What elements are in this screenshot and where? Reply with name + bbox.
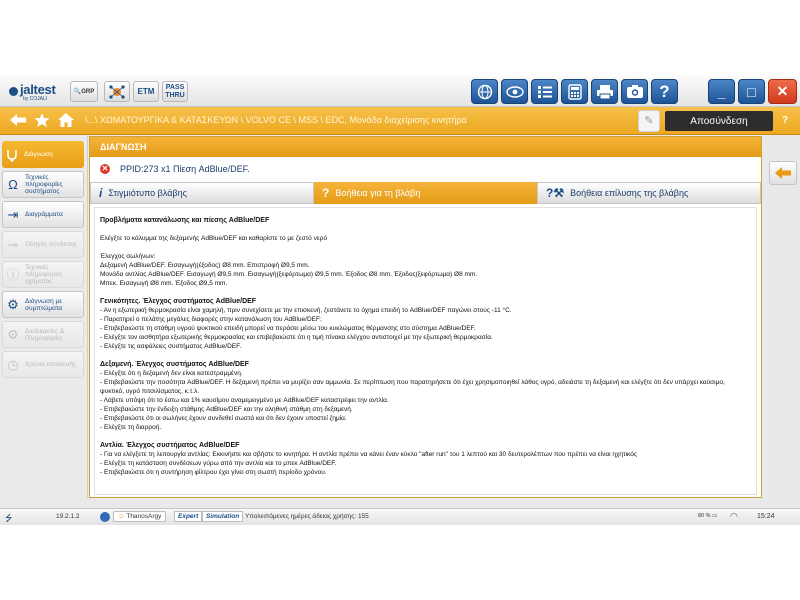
- sidebar-item-procedures: [2, 321, 84, 348]
- list-icon[interactable]: [531, 79, 558, 104]
- logo-mark-icon: [9, 87, 18, 96]
- tank-item: - Επιβεβαιώστε ότι οι σωλήνες έχουν συνδεθεί σωστά και ότι δεν έχουν υποστεί ζημία.: [100, 415, 347, 422]
- pump-item: - Ελέγξτε τη κατάσταση συνδέσεων γύρω από την αντλία και το μπεκ AdBlue/DEF.: [100, 460, 337, 467]
- pen-icon[interactable]: ✎: [638, 110, 660, 132]
- sidebar: [0, 136, 88, 498]
- battery-indicator: [698, 513, 717, 519]
- tank-item: - Επιβεβαιώστε την ποσότητα AdBlue/DEF. Η δεξαμενή πρέπει να μυρίζει σαν αμμωνία. Σε περίπτωση που παρατηρήσετε ότι έχει χρησιμοποιηθεί λάθος υγρό, αδειάστε τη δεξαμενή και ελέγξτε ότι δεν υπάρχει καύσιμο, ψυκτικό, υγρό πιτσιλίσματος, κ.τ.λ.: [100, 379, 725, 395]
- sidebar-item-diagrams[interactable]: [2, 201, 84, 228]
- battery-percent: 80 %: [698, 513, 711, 519]
- help-icon[interactable]: ?: [651, 79, 678, 104]
- question-icon: ?: [322, 186, 330, 200]
- sidebar-item-label: Τεχνικές πληροφορίες οχήματος: [25, 264, 63, 285]
- license-days-left: Υπολειπόμενες ημέρες άδειας χρήσης: 155: [245, 513, 369, 520]
- sidebar-item-label: Οδηγός σύνδεσης: [25, 241, 78, 248]
- minimize-button[interactable]: _: [708, 79, 735, 104]
- search-icon: 🔍: [73, 88, 82, 95]
- version-label: 19.2.1.2: [56, 513, 80, 520]
- fault-error-icon: ✕: [101, 164, 109, 173]
- back-arrow-icon: [774, 166, 792, 180]
- sidebar-item-label: Χρόνοι επισκευής: [25, 361, 77, 368]
- tank-title: Δεξαμενή. Έλεγχος συστήματος AdBlue/DEF: [100, 361, 249, 368]
- tab-resolve[interactable]: [537, 182, 761, 204]
- jaltest-logo: [9, 82, 65, 102]
- diagnosis-icon: [2, 148, 22, 162]
- general-item: - Επιβεβαιώστε τη στάθμη υγρού ψυκτικού επειδή μπορεί να περάσει μέσω του κυκλώματος θέρμανσης στο σύστημα AdBlue/DEF.: [100, 325, 476, 332]
- close-button[interactable]: ✕: [768, 79, 797, 104]
- calculator-icon[interactable]: [561, 79, 588, 104]
- tab-label: Βοήθεια επίλυσης της βλάβης: [570, 188, 689, 198]
- tank-item: - Ελέγξτε ότι η δεξαμενή δεν είναι κατεστραμμένη.: [100, 370, 243, 377]
- eye-icon[interactable]: [501, 79, 528, 104]
- sidebar-item-label: Διάγνωση: [24, 151, 53, 158]
- usb-icon: ⭍: [5, 513, 13, 523]
- content-title: Προβλήματα κατανάλωσης και πίεσης AdBlue/DEF: [100, 217, 270, 224]
- pipe-line: Μονάδα αντλίας AdBlue/DEF. Εισαγωγή Ø9,5 mm. Εισαγωγή(ξεφόρτωμα) Ø9,5 mm. Έξοδος Ø8 mm. Έξοδος(ξεφόρτωμα) Ø8 mm.: [100, 271, 478, 278]
- wrench-help-icon: ?⚒: [546, 186, 565, 200]
- favorites-star-icon[interactable]: [32, 112, 52, 130]
- tab-snapshot[interactable]: [90, 182, 314, 204]
- maximize-button[interactable]: □: [738, 79, 765, 104]
- expert-mode-badge[interactable]: Expert: [174, 511, 202, 522]
- general-item: - Αν η εξωτερική θερμοκρασία είναι χαμηλή, πριν συνεχίσετε με την επισκευή, ζεστάνετε το όχημα επειδή το AdBlue/DEF παγώνει στους -11 °C.: [100, 307, 512, 314]
- fault-code: PPID:273 x1 Πίεση AdBlue/DEF.: [120, 164, 250, 174]
- cable-icon: ⊸: [7, 237, 19, 252]
- username: ThanosArgy: [126, 513, 162, 520]
- pump-item: - Επιβεβαιώστε ότι η συντήρηση φίλτρου έχει γίνει στη σωστή περίοδο χρόνου.: [100, 469, 327, 476]
- etm-button[interactable]: ETM: [133, 81, 159, 102]
- logo-sub: by COJALI: [23, 96, 48, 102]
- clock-icon: ◷: [7, 357, 19, 372]
- globe-icon[interactable]: [471, 79, 498, 104]
- info-icon: i: [99, 186, 103, 200]
- info-icon: ⓘ: [6, 267, 20, 282]
- tab-bar: [90, 182, 761, 204]
- username-badge[interactable]: [113, 511, 166, 522]
- sidebar-item-label: Διαγράμματα: [25, 211, 63, 218]
- section-title: ΔΙΑΓΝΩΣΗ: [90, 137, 761, 157]
- battery-icon: ▭: [712, 513, 718, 519]
- user-icon: [100, 512, 110, 522]
- sidebar-item-vehicle-info: [2, 261, 84, 288]
- sidebar-item-connection-guide: [2, 231, 84, 258]
- tab-help[interactable]: [314, 182, 537, 204]
- sidebar-item-diagnosis[interactable]: [2, 141, 84, 168]
- help-content[interactable]: [94, 207, 757, 495]
- sidebar-item-symptoms[interactable]: [2, 291, 84, 318]
- simulation-mode-badge[interactable]: Simulation: [202, 511, 243, 522]
- content-intro: Ελέγξτε το κάλυμμα της δεξαμενής AdBlue/DEF και καθαρίστε το με ζεστό νερό: [100, 235, 328, 242]
- disconnect-button[interactable]: Αποσύνδεση: [665, 111, 773, 131]
- network-button[interactable]: [104, 81, 130, 102]
- wifi-icon: ◠: [730, 511, 738, 521]
- tab-label: Στιγμιότυπο βλάβης: [108, 188, 187, 198]
- logo-name: jaltest: [20, 82, 56, 97]
- grp-button[interactable]: [70, 81, 98, 102]
- procedures-icon: ⚙: [7, 327, 19, 342]
- back-button[interactable]: [769, 161, 797, 185]
- sidebar-item-label: Διάγνωση με συμπτώματα: [25, 297, 63, 312]
- breadcrumb: \...\ ΧΩΜΑΤΟΥΡΓΙΚΑ & ΚΑΤΑΣΚΕΥΩΝ \ VOLVO CE \ MSS \ EDC, Μονάδα διαχείρισης κινητήρα: [85, 115, 467, 125]
- general-item: - Παρατηρεί ο πελάτης μεγάλες διαφορές στην κατανάλωση του AdBlue/DEF;: [100, 316, 322, 323]
- sidebar-item-label: Τεχνικές πληροφορίες συστήματος: [25, 174, 63, 195]
- top-toolbar: [0, 76, 800, 107]
- user-avatar-icon: ☺: [118, 513, 125, 520]
- symptom-icon: ⚙: [7, 297, 19, 312]
- tank-item: - Λάβετε υπόψη ότι το έστω και 1% καυσίμου αναμεμειγμένο με AdBlue/DEF καταστρέφει την αντλία.: [100, 397, 389, 404]
- tank-item: - Επιβεβαιώστε την ένδειξη στάθμης AdBlue/DEF και την αληθινή στάθμη στη δεξαμενή.: [100, 406, 353, 413]
- clock: 15:24: [757, 513, 775, 520]
- pipes-heading: Έλεγχος σωλήνων:: [100, 253, 156, 260]
- general-item: - Ελέγξτε τις ασφάλειες συστήματος AdBlue/DEF.: [100, 343, 242, 350]
- diagnosis-panel: [89, 136, 762, 498]
- pass-thru-button[interactable]: PASS THRU: [162, 81, 188, 102]
- grp-label: GRP: [81, 88, 95, 95]
- home-icon[interactable]: [56, 112, 76, 130]
- printer-icon[interactable]: [591, 79, 618, 104]
- diagram-icon: ⇥: [7, 207, 19, 222]
- status-bar: [0, 508, 800, 525]
- pipe-line: Μπεκ. Εισαγωγή Ø8 mm. Έξοδος Ø9,5 mm.: [100, 280, 228, 287]
- fault-row[interactable]: [90, 159, 761, 179]
- sidebar-item-repair-times: [2, 351, 84, 378]
- pump-item: - Για να ελέγξετε τη λειτουργία αντλίας: Εκκινήστε και σβήστε το κινητήρα. Η αντλία πρέπει να κάνει έναν κύκλο "after run" του 1 λεπτού και 30 δευτερολέπτων που πρέπει να είναι ηχητικός: [100, 451, 637, 458]
- camera-icon[interactable]: [621, 79, 648, 104]
- general-title: Γενικότητες. Έλεγχος συστήματος AdBlue/DEF: [100, 298, 257, 305]
- back-arrow-icon[interactable]: [8, 112, 28, 130]
- pump-title: Αντλία. Έλεγχος συστήματος AdBlue/DEF: [100, 442, 240, 449]
- tank-item: - Ελέγξτε τη διαρροή.: [100, 424, 162, 431]
- jaltest-window: [0, 76, 800, 525]
- pipe-line: Δεξαμενή AdBlue/DEF. Εισαγωγή(έξοδος) Ø8 mm. Επιστροφή Ø9,5 mm.: [100, 262, 310, 269]
- ohm-icon: Ω: [8, 177, 18, 192]
- breadcrumb-bar: [0, 107, 800, 135]
- network-icon: [108, 84, 126, 100]
- sidebar-item-label: Διαδικασίες & Πληροφορίες: [25, 327, 65, 342]
- sidebar-item-system-info[interactable]: [2, 171, 84, 198]
- question-icon[interactable]: ?: [782, 115, 789, 126]
- help-text: [95, 208, 756, 477]
- general-item: - Ελέγξτε τον αισθητήρα εξωτερικής θερμοκρασίας και επιβεβαιώστε ότι η τιμή πίνακα ελέγχου αντιστοιχεί με την εξωτερική θερμοκρασία.: [100, 334, 493, 341]
- tab-label: Βοήθεια για τη βλάβη: [335, 188, 421, 198]
